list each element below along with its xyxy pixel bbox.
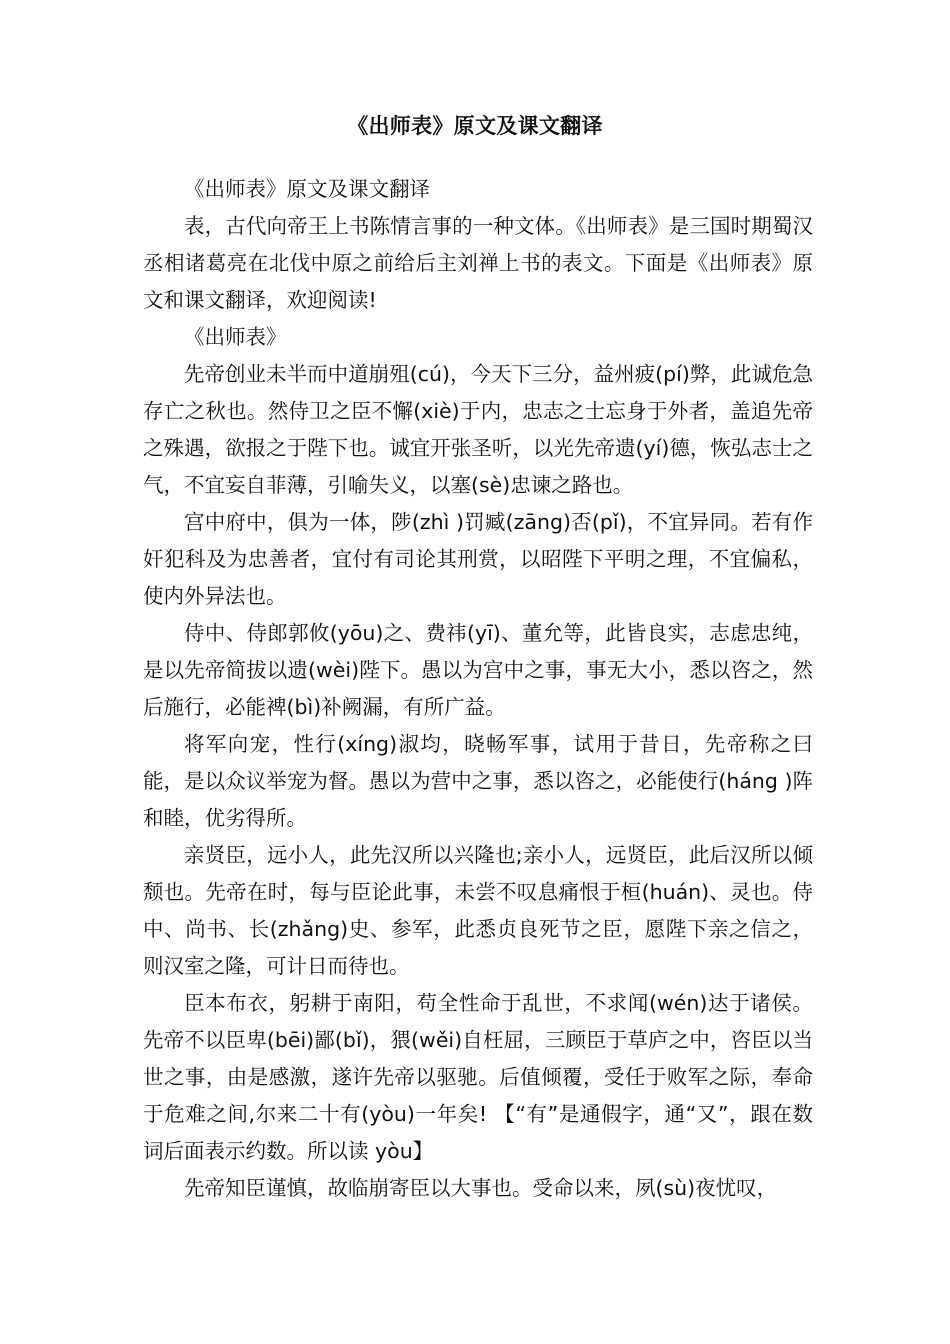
paragraph-text: 亲贤臣，远小人，此先汉所以兴隆也;亲小人，远贤臣，此后汉所以倾颓也。先帝在时，每与臣论此事，未尝不叹息痛恨于桓(huán)、灵也。侍中、尚书、长(zhǎng)史、参军，此悉贞良死节之臣，愿陛下亲之信之，则汉室之隆，可计日而待也。: [143, 843, 813, 978]
paragraph-text: 先帝创业未半而中道崩殂(cú)，今天下三分，益州疲(pí)弊，此诚危急存亡之秋也。然侍卫之臣不懈(xiè)于内，忠志之士忘身于外者，盖追先帝之殊遇，欲报之于陛下也。诚宜开张圣听，以光先帝遗(yí)德，恢弘志士之气，不宜妄自菲薄，引喻失义，以塞(sè)忠谏之路也。: [143, 362, 813, 497]
paragraph-text: 宫中府中，俱为一体，陟(zhì )罚臧(zāng)否(pǐ)，不宜异同。若有作奸犯科及为忠善者，宜付有司论其刑赏，以昭陛下平明之理，不宜偏私，使内外异法也。: [143, 510, 813, 608]
paragraph-intro: 表，古代向帝王上书陈情言事的一种文体。《出师表》是三国时期蜀汉丞相诸葛亮在北伐中原之前给后主刘禅上书的表文。下面是《出师表》原文和课文翻译，欢迎阅读!: [143, 214, 813, 312]
paragraph-text: 臣本布衣，躬耕于南阳，苟全性命于乱世，不求闻(wén)达于诸侯。先帝不以臣卑(bēi)鄙(bǐ)，猥(wěi)自枉屈，三顾臣于草庐之中，咨臣以当世之事，由是感激，遂许先帝以驱驰。后值倾覆，受任于败军之际，奉命于危难之间,尔来二十有(yòu)一年矣! 【“有”是通假字，通“又”，跟在数词后面表示约数。所以读 yòu】: [143, 991, 813, 1163]
paragraph-text: 将军向宠，性行(xíng)淑均，晓畅军事，试用于昔日，先帝称之曰能，是以众议举宠为督。愚以为营中之事，悉以咨之，必能使行(háng )阵和睦，优劣得所。: [143, 732, 813, 830]
paragraph-subtitle: 《出师表》: [184, 325, 287, 349]
paragraph-heading: 《出师表》原文及课文翻译: [184, 177, 430, 201]
paragraph-text: 侍中、侍郎郭攸(yōu)之、费祎(yī)、董允等，此皆良实，志虑忠纯，是以先帝简拔以遗(wèi)陛下。愚以为宫中之事，事无大小，悉以咨之，然后施行，必能裨(bì)补阙漏，有所广益。: [143, 621, 813, 719]
paragraph-text: 先帝知臣谨慎，故临崩寄臣以大事也。受命以来，夙(sù)夜忧叹，: [184, 1176, 778, 1200]
document-title: 《出师表》原文及课文翻译: [347, 114, 603, 138]
document-body: [143, 171, 813, 1207]
